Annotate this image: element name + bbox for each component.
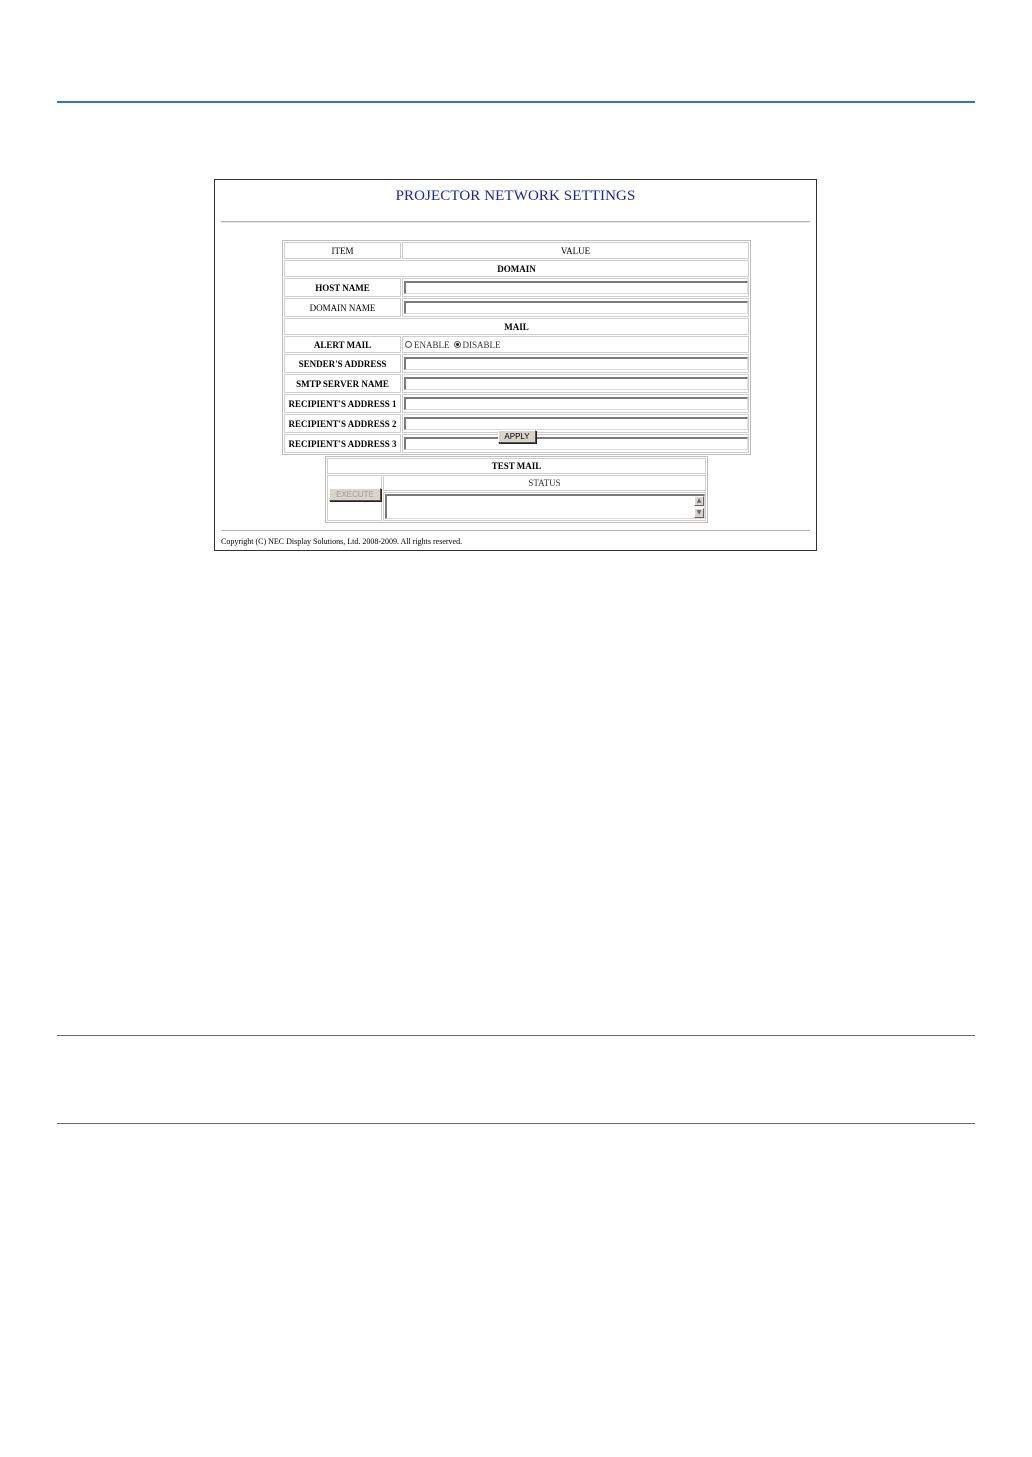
disable-radio[interactable] [454,341,461,348]
table-header-row [284,242,749,259]
page-title: PROJECTOR NETWORK SETTINGS [395,188,636,204]
host-name-input[interactable] [404,281,748,294]
execute-button[interactable]: EXECUTE [329,488,381,501]
disable-radio-label: DISABLE [462,339,501,350]
domain-name-input[interactable] [404,301,748,314]
enable-radio[interactable] [405,341,412,348]
settings-table [282,240,751,455]
table-row [284,278,749,297]
recipient-address-1-label: RECIPIENT'S ADDRESS 1 [284,394,401,413]
host-name-label: HOST NAME [284,278,401,297]
test-mail-header: TEST MAIL [327,458,706,474]
apply-button[interactable]: APPLY [498,430,536,443]
sender-address-label: SENDER'S ADDRESS [284,354,401,373]
recipient-address-3-input[interactable] [404,437,748,450]
table-row [284,374,749,393]
status-header: STATUS [383,475,706,491]
table-row [284,298,749,317]
recipient-address-1-input[interactable] [404,397,748,410]
status-scrollbar[interactable] [694,496,704,518]
footer-divider [221,530,810,531]
note-rule-bottom [57,1123,975,1124]
alert-mail-radio-group [403,340,748,350]
smtp-server-name-input[interactable] [404,377,748,390]
status-textarea[interactable] [385,494,705,519]
domain-section-header: DOMAIN [284,260,749,277]
projector-settings-window [214,179,817,551]
mail-section-header: MAIL [284,318,749,335]
table-row [284,394,749,413]
domain-section-row [284,260,749,277]
smtp-server-name-label: SMTP SERVER NAME [284,374,401,393]
table-row [284,354,749,373]
alert-mail-label: ALERT MAIL [284,336,401,353]
header-rule [57,101,975,103]
scroll-down-arrow-icon[interactable]: ▼ [694,508,704,518]
note-rule-top [57,1035,975,1036]
recipient-address-2-label: RECIPIENT'S ADDRESS 2 [284,414,401,433]
copyright-text: Copyright (C) NEC Display Solutions, Ltd. 2008-2009. All rights reserved. [221,537,463,546]
mail-section-row [284,318,749,335]
enable-radio-label: ENABLE [414,339,450,350]
title-divider [221,221,810,223]
domain-name-label: DOMAIN NAME [284,298,401,317]
table-row [284,336,749,353]
sender-address-input[interactable] [404,357,748,370]
recipient-address-2-input[interactable] [404,417,748,430]
value-column-header: VALUE [402,242,749,259]
test-mail-table [325,456,708,523]
scroll-up-arrow-icon[interactable]: ▲ [694,496,704,506]
item-column-header: ITEM [284,242,401,259]
recipient-address-3-label: RECIPIENT'S ADDRESS 3 [284,434,401,453]
